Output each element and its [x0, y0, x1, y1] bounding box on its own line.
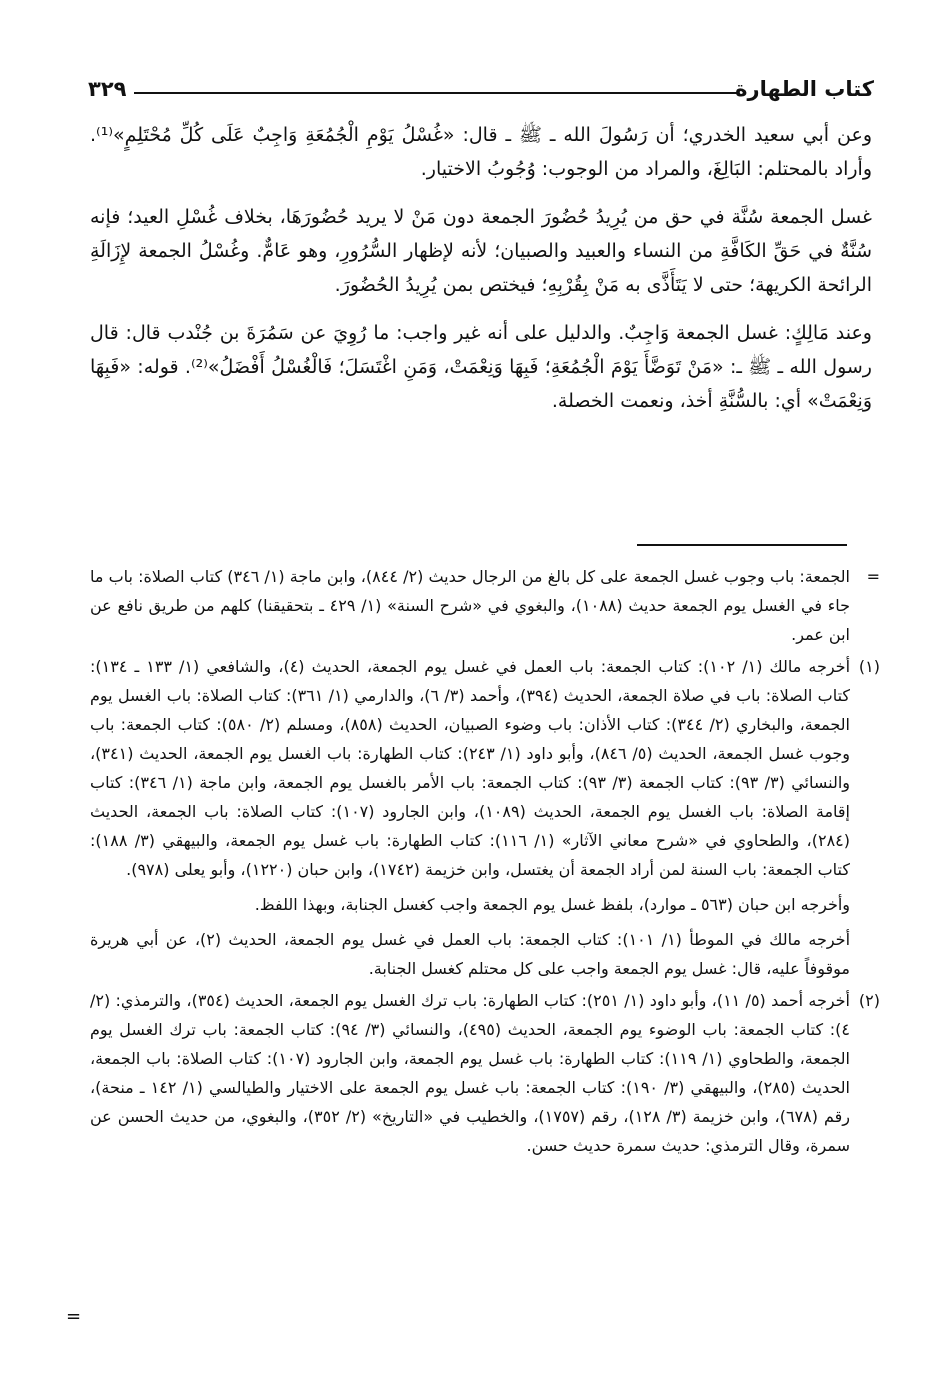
footnotes — [90, 562, 880, 1160]
footnote-2 — [90, 986, 880, 1160]
main-paragraph: وعن أبي سعيد الخدري؛ أن رَسُولَ الله ـ ﷺ ـ قال: «غُسْلُ يَوْمِ الْجُمُعَةِ وَاجِبٌ عَلَى كُلِّ مُحْتَلِمٍ»⁽¹⁾. وأراد بالمحتلم: البَالِغَ، والمراد من الوجوب: وُجُوبُ الاختيار. — [90, 124, 872, 180]
main-paragraph: غسل الجمعة سُنَّة في حق من يُرِيدُ حُضُورَ الجمعة دون مَنْ لا يريد حُضُورَهَا، بخلاف غُسْلِ العيد؛ فإنه سُنَّةٌ في حَقِّ الكَافَّةِ من النساء والعبيد والصبيان؛ لأنه لإظهار السُّرُورِ، وهو عَامٌّ. وغُسْلُ الجمعة لإِزَالَةِ الرائحة الكريهة؛ حتى لا يَتَأَذَّى به مَنْ بِقُرْبِهِ؛ فيختص بمن يُرِيدُ الحُضُورَ. — [90, 206, 872, 296]
footnote-marker: = — [866, 567, 880, 586]
footnote-text: الجمعة: باب وجوب غسل الجمعة على كل بالغ من الرجال حديث (٢/ ٨٤٤)، وابن ماجة (١/ ٣٤٦) كتاب الصلاة: باب ما جاء في الغسل يوم الجمعة حديث (١٠٨٨)، والبغوي في «شرح السنة» (١/ ٤٢٩ ـ بتحقيقنا) كلهم من طريق نافع عن ابن عمر. — [90, 567, 851, 644]
footnote-1 — [90, 652, 880, 884]
page-header — [88, 74, 874, 108]
footnote-sub-paragraph: أخرجه مالك في الموطأ (١/ ١٠١): كتاب الجمعة: باب العمل في غسل يوم الجمعة، الحديث (٢)، عن أبي هريرة موقوفاً عليه، قال: غسل يوم الجمعة واجب على كل محتلم كغسل الجنابة. — [90, 930, 851, 978]
footnote-continued — [90, 562, 880, 649]
main-text — [90, 118, 872, 432]
footnote-separator — [637, 544, 847, 546]
footnote-text: أخرجه أحمد (٥/ ١١)، وأبو داود (١/ ٢٥١): كتاب الطهارة: باب ترك الغسل يوم الجمعة، الحديث (٣٥٤)، والترمذي: (٢/ ٤): كتاب الجمعة: باب الوضوء يوم الجمعة، الحديث (٤٩٥)، والنسائي (٣/ ٩٤): كتاب الجمعة: باب ترك الغسل يوم الجمعة، والطحاوي (١/ ١١٩): كتاب الطهارة: باب غسل يوم الجمعة، وابن الجارود (١٠٧): كتاب الصلاة: باب الجمعة، الحديث (٢٨٥)، والبيهقي (٣/ ١٩٠): كتاب الجمعة: باب غسل يوم الجمعة على الاختيار والطيالسي (١/ ١٤٢ ـ منحة)، رقم (٦٧٨)، وابن خزيمة (٣/ ١٢٨)، رقم (١٧٥٧)، والخطيب في «التاريخ» (٢/ ٣٥٢)، والبغوي، من حديث الحسن عن سمرة، وقال الترمذي: حديث سمرة حديث حسن. — [90, 991, 851, 1155]
chapter-title: كتاب الطهارة — [735, 77, 874, 101]
continuation-mark: = — [66, 1306, 82, 1327]
header-rule — [134, 92, 738, 94]
footnote-marker: (١) — [858, 657, 880, 676]
page-number: ٣٢٩ — [88, 77, 127, 101]
footnote-sub-paragraph: وأخرجه ابن حبان (٥٦٣ ـ موارد)، بلفظ غسل يوم الجمعة واجب كغسل الجنابة، وبهذا اللفظ. — [254, 895, 850, 914]
main-paragraph: وعند مَالِكٍ: غسل الجمعة وَاجِبٌ. والدليل على أنه غير واجب: ما رُوِيَ عن سَمُرَةَ بن جُنْدب قال: قال رسول الله ـ ﷺ ـ: «مَنْ تَوَضَّأَ يَوْمَ الْجُمُعَةِ؛ فَبِهَا وَنِعْمَتْ، وَمَنِ اغْتَسَلَ؛ فَالْغُسْلُ أَفْضَلُ»⁽²⁾. قوله: «فَبِهَا وَنِعْمَتْ» أي: بالسُّنَّةِ أخذ، ونعمت الخصلة. — [90, 322, 872, 412]
footnote-marker: (٢) — [858, 991, 880, 1010]
footnote-text: أخرجه مالك (١/ ١٠٢): كتاب الجمعة: باب العمل في غسل يوم الجمعة، الحديث (٤)، والشافعي (١/ ١٣٣ ـ ١٣٤): كتاب الصلاة: باب في صلاة الجمعة، الحديث (٣٩٤)، وأحمد (٣/ ٦)، والدارمي (١/ ٣٦١): كتاب الصلاة: باب الغسل يوم الجمعة، والبخاري (٢/ ٣٤٤): كتاب الأذان: باب وضوء الصبيان، الحديث (٨٥٨)، ومسلم (٢/ ٥٨٠): كتاب الجمعة: باب وجوب غسل الجمعة، الحديث (٥/ ٨٤٦)، وأبو داود (١/ ٢٤٣): كتاب الطهارة: باب الغسل يوم الجمعة، الحديث (٣٤١)، والنسائي (٣/ ٩٣): كتاب الجمعة (٣/ ٩٣): كتاب الجمعة: باب الأمر بالغسل يوم الجمعة، وابن ماجة (١/ ٣٤٦): كتاب إقامة الصلاة: باب الغسل يوم الجمعة، الحديث (١٠٨٩)، وابن الجارود (١٠٧): كتاب الصلاة: باب الجمعة، الحديث (٢٨٤)، والطحاوي في «شرح معاني الآثار» (١/ ١١٦): كتاب الطهارة: باب غسل يوم الجمعة، والبيهقي (٣/ ١٨٨): كتاب الجمعة: باب السنة لمن أراد الجمعة أن يغتسل، وابن خزيمة (١٧٤٢)، وابن حبان (١٢٢٠)، وأبو يعلى (٩٧٨). — [90, 657, 851, 879]
